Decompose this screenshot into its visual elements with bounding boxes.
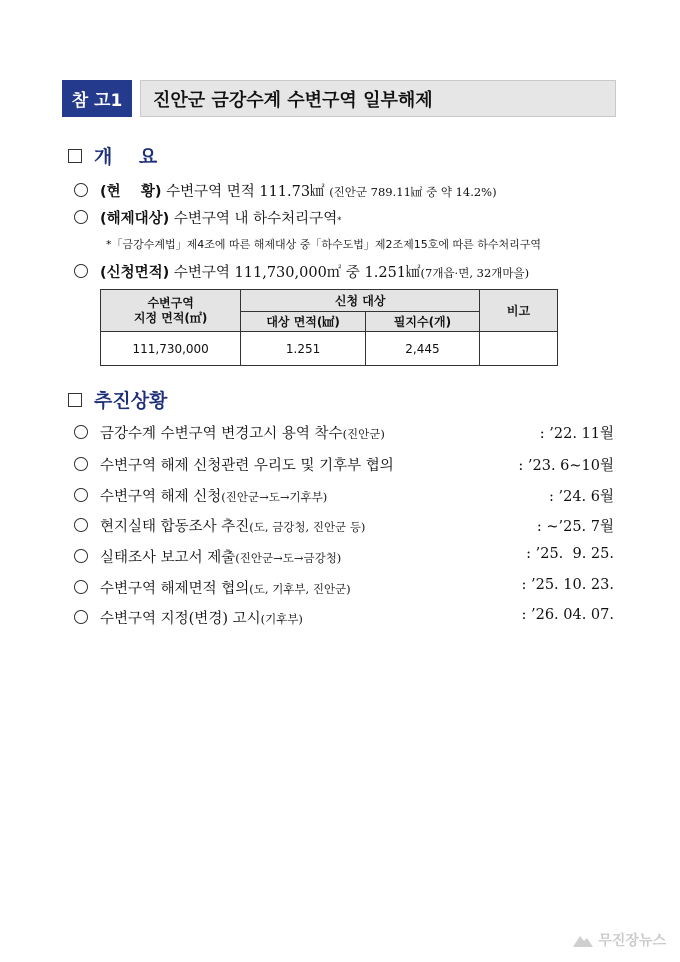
application-table	[100, 289, 558, 366]
overview-area	[74, 261, 529, 282]
progress-sub: (진안군)	[342, 427, 385, 441]
header-application-target: 신청 대상	[241, 290, 480, 312]
cell-remarks	[480, 332, 558, 366]
overview-status	[74, 180, 497, 201]
page-title: 진안군 금강수계 수변구역 일부해제	[140, 80, 616, 117]
overview-target	[74, 207, 341, 228]
title-bar	[62, 80, 616, 117]
footnote-mark: *	[337, 216, 342, 225]
progress-main: 실태조사 보고서 제출	[100, 550, 236, 566]
progress-date: : ’25. 10. 23.	[521, 577, 614, 593]
section-overview	[68, 142, 157, 169]
target-label: (해제대상)	[100, 211, 170, 227]
circle-bullet-icon	[74, 210, 88, 224]
progress-sub: (도, 금강청, 진안군 등)	[249, 520, 366, 534]
reference-tag: 참 고1	[62, 80, 132, 117]
target-text: 수변구역 내 하수처리구역	[173, 211, 338, 227]
list-item	[74, 454, 614, 475]
progress-date: : ’22. 11월	[539, 426, 614, 442]
list-item	[74, 422, 614, 443]
header-designated-area: 수변구역 지정 면적(㎡)	[101, 290, 241, 332]
header-parcel-count: 필지수(개)	[365, 312, 479, 332]
progress-sub: (진안군→도→기후부)	[221, 490, 328, 504]
circle-bullet-icon	[74, 610, 88, 624]
progress-main: 현지실태 합동조사 추진	[100, 519, 250, 535]
progress-sub: (기후부)	[260, 612, 303, 626]
progress-date: : ’26. 04. 07.	[521, 607, 614, 623]
progress-date: : ’24. 6월	[548, 489, 614, 505]
circle-bullet-icon	[74, 518, 88, 532]
cell-parcel-count: 2,445	[365, 332, 479, 366]
list-item	[74, 485, 614, 506]
progress-main: 금강수계 수변구역 변경고시 용역 착수	[100, 426, 343, 442]
cell-designated-area: 111,730,000	[101, 332, 241, 366]
progress-sub: (진안군→도→금강청)	[235, 551, 342, 565]
area-text: 수변구역 111,730,000㎡ 중 1.251㎢	[173, 265, 421, 281]
circle-bullet-icon	[74, 488, 88, 502]
progress-date: : ’23. 6~10월	[518, 458, 614, 474]
status-label: (현 황)	[100, 184, 162, 200]
header-target-area: 대상 면적(㎢)	[241, 312, 366, 332]
circle-bullet-icon	[74, 425, 88, 439]
status-detail: (진안군 789.11㎢ 중 약 14.2%)	[329, 185, 497, 199]
header-remarks: 비고	[480, 290, 558, 332]
circle-bullet-icon	[74, 580, 88, 594]
area-label: (신청면적)	[100, 265, 170, 281]
section-progress-title: 추진상황	[94, 390, 168, 412]
status-text: 수변구역 면적 111.73㎢	[166, 184, 325, 200]
watermark	[572, 930, 666, 950]
progress-main: 수변구역 지정(변경) 고시	[100, 611, 261, 627]
list-item	[74, 577, 614, 598]
section-overview-title: 개 요	[94, 146, 158, 168]
progress-date: : ~’25. 7월	[536, 519, 614, 535]
circle-bullet-icon	[74, 183, 88, 197]
cell-target-area: 1.251	[241, 332, 366, 366]
progress-sub: (도, 기후부, 진안군)	[249, 582, 351, 596]
list-item	[74, 607, 614, 628]
list-item	[74, 515, 614, 536]
table-row	[101, 332, 558, 366]
circle-bullet-icon	[74, 549, 88, 563]
footnote: *「금강수계법」제4조에 따른 해제대상 중「하수도법」제2조제15호에 따른 하수처리구역	[106, 238, 542, 251]
list-item	[74, 546, 614, 567]
progress-main: 수변구역 해제 신청	[100, 489, 222, 505]
watermark-text: 무진장뉴스	[598, 933, 666, 949]
progress-main: 수변구역 해제면적 협의	[100, 581, 250, 597]
progress-main: 수변구역 해제 신청관련 우리도 및 기후부 협의	[100, 458, 394, 474]
circle-bullet-icon	[74, 264, 88, 278]
mountain-logo-icon	[572, 932, 594, 948]
area-detail: (7개읍·면, 32개마을)	[420, 266, 530, 280]
progress-date: : ’25. 9. 25.	[526, 546, 614, 562]
square-bullet-icon	[68, 149, 82, 163]
section-progress	[68, 386, 167, 413]
square-bullet-icon	[68, 393, 82, 407]
circle-bullet-icon	[74, 457, 88, 471]
